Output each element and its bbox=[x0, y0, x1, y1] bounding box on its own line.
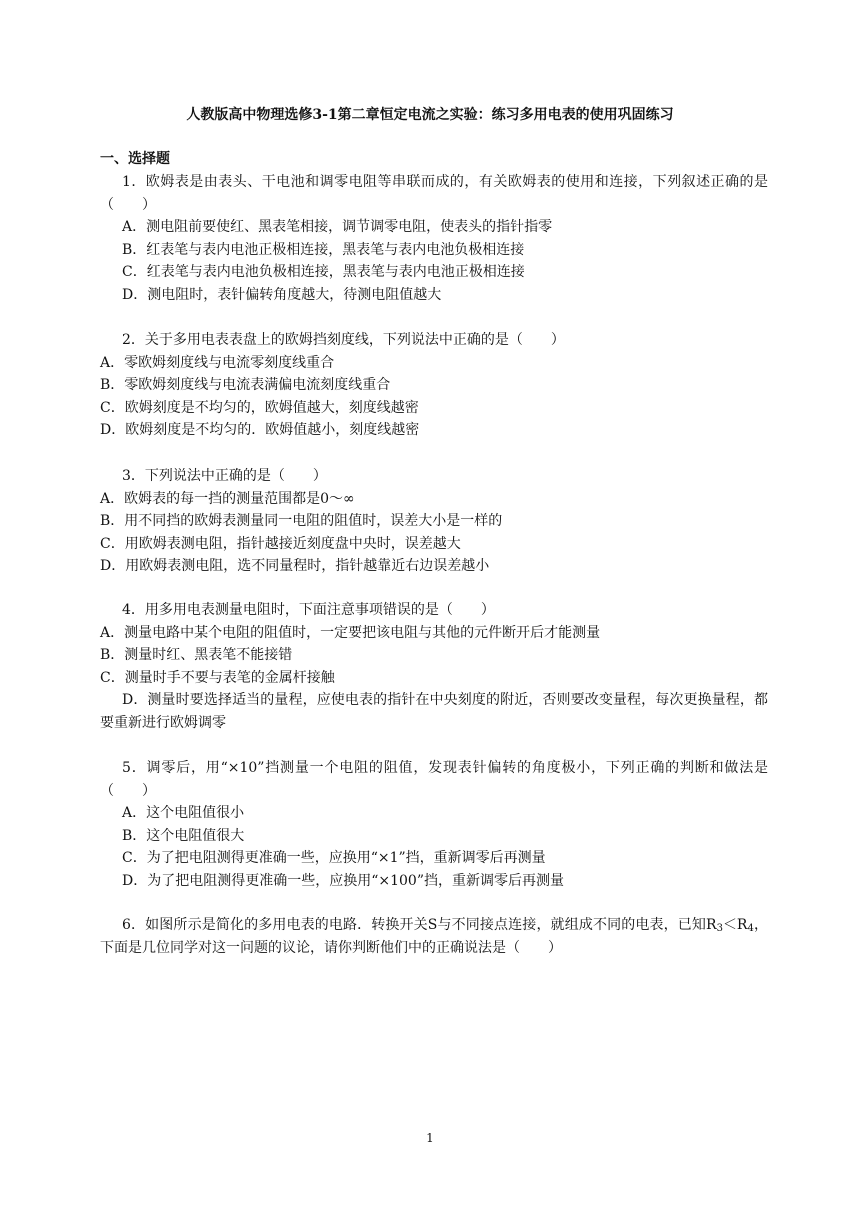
option-c: C．红表笔与表内电池负极相连接，黑表笔与表内电池正极相连接 bbox=[122, 264, 525, 280]
option-d: D．欧姆刻度是不均匀的．欧姆值越小，刻度线越密 bbox=[100, 422, 420, 438]
option-c: C．欧姆刻度是不均匀的，欧姆值越大，刻度线越密 bbox=[100, 399, 419, 416]
question-stem: 1．欧姆表是由表头、干电池和调零电阻等串联而成的，有关欧姆表的使用和连接，下列叙述正确的是（ ） bbox=[100, 174, 768, 213]
option-a: A．欧姆表的每一挡的测量范围都是0～∞ bbox=[100, 490, 355, 507]
option-a: A．这个电阻值很小 bbox=[122, 805, 245, 821]
question-4 bbox=[100, 599, 768, 734]
page-number: 1 bbox=[426, 1131, 434, 1145]
stem-text-part: ＜R bbox=[722, 917, 748, 933]
stem-text-part: 6．如图所示是简化的多用电表的电路．转换开关S与不同接点连接，就组成不同的电表，已知R bbox=[122, 917, 717, 933]
question-stem: 2．关于多用电表表盘上的欧姆挡刻度线，下列说法中正确的是（ ） bbox=[122, 332, 565, 348]
section-heading: 一、选择题 bbox=[100, 151, 170, 167]
option-a: A．测电阻前要使红、黑表笔相接，调节调零电阻，使表头的指针指零 bbox=[122, 219, 553, 235]
option-c: C．为了把电阻测得更准确一些，应换用“×1”挡，重新调零后再测量 bbox=[122, 850, 546, 866]
question-3 bbox=[100, 465, 768, 578]
option-c: C．测量时手不要与表笔的金属杆接触 bbox=[100, 669, 335, 686]
question-stem: 5．调零后，用“×10”挡测量一个电阻的阻值，发现表针偏转的角度极小，下列正确的判断和做法是（ ） bbox=[100, 760, 768, 799]
question-stem bbox=[100, 914, 768, 959]
subscript: 4 bbox=[747, 923, 754, 934]
option-c: C．用欧姆表测电阻，指针越接近刻度盘中央时，误差越大 bbox=[100, 535, 461, 552]
option-a: A．零欧姆刻度线与电流零刻度线重合 bbox=[100, 354, 335, 371]
option-d: D．为了把电阻测得更准确一些，应换用“×100”挡，重新调零后再测量 bbox=[122, 872, 564, 889]
question-stem: 3．下列说法中正确的是（ ） bbox=[122, 468, 327, 484]
question-5 bbox=[100, 757, 768, 892]
subscript: 3 bbox=[716, 923, 723, 934]
option-d: D．用欧姆表测电阻，选不同量程时，指针越靠近右边误差越小 bbox=[100, 558, 490, 574]
question-1 bbox=[100, 171, 768, 306]
stem-text-part: ，下面是几位同学对这一问题的议论，请你判断他们中的正确说法是（ ） bbox=[100, 917, 768, 956]
option-b: B．用不同挡的欧姆表测量同一电阻的阻值时，误差大小是一样的 bbox=[100, 513, 503, 529]
option-d: D．测电阻时，表针偏转角度越大，待测电阻值越大 bbox=[122, 286, 442, 303]
question-stem: 4．用多用电表测量电阻时，下面注意事项错误的是（ ） bbox=[122, 602, 495, 618]
option-b: B．红表笔与表内电池正极相连接，黑表笔与表内电池负极相连接 bbox=[122, 241, 525, 258]
question-2 bbox=[100, 329, 768, 442]
document-title: 人教版高中物理选修3-1第二章恒定电流之实验：练习多用电表的使用巩固练习 bbox=[186, 107, 674, 123]
option-b: B．这个电阻值很大 bbox=[122, 827, 245, 844]
option-b: B．测量时红、黑表笔不能接错 bbox=[100, 647, 293, 663]
option-d: D．测量时要选择适当的量程，应使电表的指针在中央刻度的附近，否则要改变量程，每次更换量程，都要重新进行欧姆调零 bbox=[100, 692, 768, 731]
option-a: A．测量电路中某个电阻的阻值时，一定要把该电阻与其他的元件断开后才能测量 bbox=[100, 624, 601, 641]
option-b: B．零欧姆刻度线与电流表满偏电流刻度线重合 bbox=[100, 377, 391, 393]
question-6 bbox=[100, 914, 768, 959]
